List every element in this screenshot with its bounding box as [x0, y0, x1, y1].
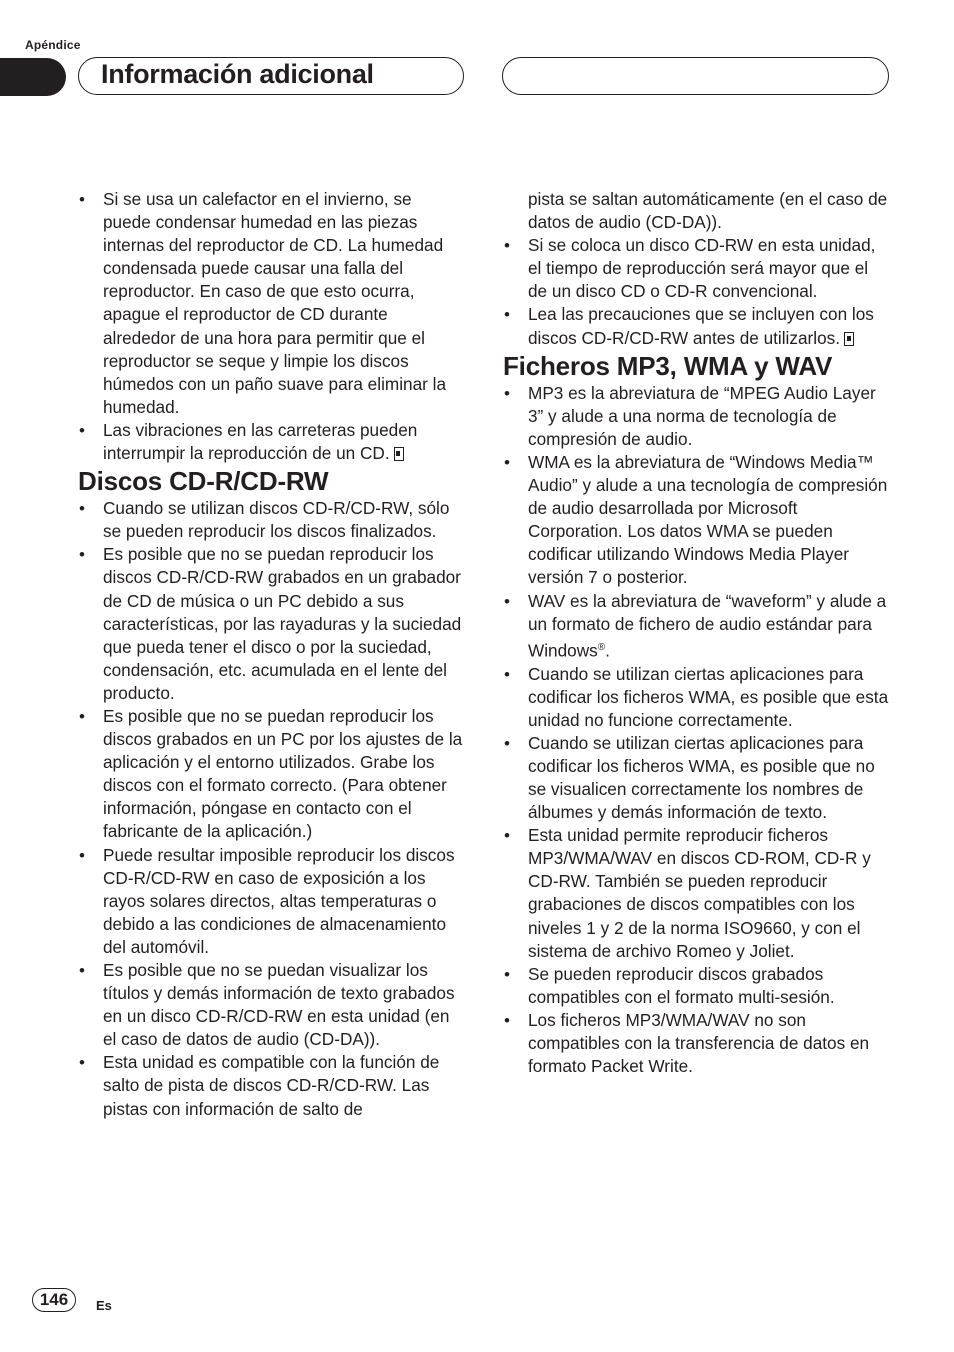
header-empty-box — [502, 57, 889, 95]
bullet-icon: • — [504, 383, 510, 403]
list-item — [503, 234, 889, 303]
list-item-text: Se pueden reproducir discos grabados compatibles con el formato multi-sesión. — [528, 963, 835, 1007]
bullet-icon: • — [504, 591, 510, 611]
bullet-icon: • — [504, 1010, 510, 1030]
bullet-icon: • — [504, 733, 510, 753]
list-item-end: . — [605, 640, 610, 661]
list-item-text: Es posible que no se puedan visualizar los títulos y demás información de texto grabados en un disco CD-R/CD-RW en esta unidad (en el caso de datos de audio (CD-DA)). — [103, 960, 455, 1050]
intro-list — [78, 188, 464, 465]
list-item — [78, 959, 464, 1051]
list-item — [78, 705, 464, 844]
discos-heading: Discos CD-R/CD-RW — [78, 466, 329, 497]
list-item — [503, 590, 889, 663]
list-item — [503, 382, 889, 451]
list-item-text: Si se coloca un disco CD-RW en esta unidad, el tiempo de reproducción será mayor que el de un disco CD o CD-R convencional. — [528, 235, 876, 302]
language-code: Es — [96, 1298, 112, 1313]
list-item — [503, 451, 889, 590]
bullet-icon: • — [79, 545, 85, 565]
list-item — [78, 1051, 464, 1120]
left-column — [78, 188, 464, 1121]
bullet-icon: • — [79, 499, 85, 519]
list-item — [78, 497, 464, 543]
list-item — [78, 844, 464, 959]
list-item-text: Lea las precauciones que se incluyen con los discos CD-R/CD-RW antes de utilizarlos. — [528, 304, 874, 348]
list-item — [503, 732, 889, 824]
list-item-text: Las vibraciones en las carreteras pueden interrumpir la reproducción de un CD. — [103, 419, 418, 464]
right-column — [503, 188, 889, 1078]
bullet-icon: • — [504, 452, 510, 472]
bullet-icon: • — [504, 826, 510, 846]
list-item — [78, 543, 464, 705]
registered-mark: ® — [597, 641, 606, 653]
list-item-text: Si se usa un calefactor en el invierno, se puede condensar humedad en las piezas internas del reproductor de CD. La humedad condensada puede causar una falla del reproductor. En caso de que esto ocurra, apague el reproductor de CD durante alrededor de una hora para permitir que el reproductor se seque y limpie los discos húmedos con un paño suave para eliminar la humedad. — [103, 189, 447, 417]
list-item — [503, 303, 889, 349]
page-title: Información adicional — [101, 59, 374, 89]
bullet-icon: • — [79, 706, 85, 726]
stop-square-icon — [844, 332, 854, 346]
page-number: 146 — [32, 1288, 76, 1312]
list-item-text: Puede resultar imposible reproducir los discos CD-R/CD-RW en caso de exposición a los rayos solares directos, altas temperaturas o debido a las condiciones de almacenamiento del automóvil. — [103, 844, 455, 957]
ficheros-heading: Ficheros MP3, WMA y WAV — [503, 350, 833, 381]
bullet-icon: • — [79, 190, 85, 209]
list-item-text: Es posible que no se puedan reproducir los discos grabados en un PC por los ajustes de la aplicación y el entorno utilizados. Grabe los discos con el formato correcto. (Para obtener información, póngase en contacto con el fabricante de la aplicación.) — [103, 705, 463, 842]
bullet-icon: • — [79, 961, 85, 980]
list-item-text: Cuando se utilizan ciertas aplicaciones para codificar los ficheros WMA, es posible que no se visualicen correctamente los nombres de álbumes y demás información de texto. — [528, 732, 875, 823]
list-item — [503, 963, 889, 1009]
list-item-text: Esta unidad permite reproducir ficheros MP3/WMA/WAV en discos CD-ROM, CD-R y CD-RW. También se pueden reproducir grabaciones de discos compatibles con los niveles 1 y 2 de la norma ISO9660, y con el sistema de archivo Romeo y Joliet. — [528, 825, 871, 961]
bullet-icon: • — [79, 420, 85, 440]
section-label: Apéndice — [25, 38, 81, 52]
header-title-box — [78, 57, 464, 95]
bullet-icon: • — [79, 1053, 85, 1073]
list-item — [78, 188, 464, 419]
list-item-text: MP3 es la abreviatura de “MPEG Audio Layer 3” y alude a una norma de tecnología de compresión de audio. — [528, 382, 876, 449]
list-item — [503, 1009, 889, 1078]
stop-square-icon — [394, 447, 404, 461]
list-item — [78, 419, 464, 465]
ficheros-list — [503, 382, 889, 1079]
list-item — [503, 824, 889, 963]
list-item-text: Los ficheros MP3/WMA/WAV no son compatibles con la transferencia de datos en formato Packet Write. — [528, 1009, 870, 1077]
bullet-icon: • — [79, 845, 85, 865]
section-tab-marker — [0, 58, 66, 96]
bullet-icon: • — [504, 236, 510, 256]
list-item-text: Esta unidad es compatible con la función de salto de pista de discos CD-R/CD-RW. Las pistas con información de salto de — [103, 1052, 440, 1119]
list-item — [503, 663, 889, 732]
bullet-icon: • — [504, 664, 510, 684]
list-item-text: Cuando se utilizan discos CD-R/CD-RW, sólo se pueden reproducir los discos finalizados. — [103, 498, 450, 542]
list-item-text: WAV es la abreviatura de “waveform” y alude a un formato de fichero de audio estándar para Windows — [528, 590, 887, 661]
list-item-text: WMA es la abreviatura de “Windows Media™ Audio” y alude a una tecnología de compresión de audio desarrollada por Microsoft Corporation. Los datos WMA se pueden codificar utilizando Windows Media Player versión 7 o posterior. — [528, 451, 888, 588]
list-item-text: Es posible que no se puedan reproducir los discos CD-R/CD-RW grabados en un grabador de CD de música o un PC debido a sus características, por las rayaduras y la suciedad que pueda tener el disco o por la suciedad, condensación, etc. acumulada en el lente del producto. — [103, 544, 462, 703]
bullet-icon: • — [504, 964, 510, 984]
discos-list-continued — [503, 234, 889, 349]
continued-item-text: pista se saltan automáticamente (en el caso de datos de audio (CD-DA)). — [528, 189, 888, 233]
discos-list — [78, 497, 464, 1121]
bullet-icon: • — [504, 305, 510, 325]
list-item-text: Cuando se utilizan ciertas aplicaciones para codificar los ficheros WMA, es posible que esta unidad no funcione correctamente. — [528, 663, 889, 730]
